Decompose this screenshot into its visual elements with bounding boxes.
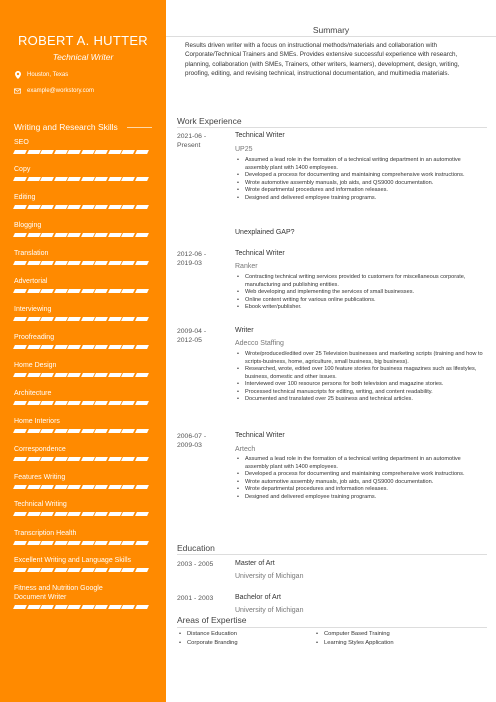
skill-label: Excellent Writing and Language Skills: [14, 557, 131, 564]
skill-level-segment: [81, 150, 94, 154]
skill-level-segment: [94, 317, 107, 321]
skill-level-segment: [121, 177, 134, 181]
skill-level-bar: [14, 177, 154, 181]
skill-level-segment: [135, 401, 148, 405]
job-bullets: [235, 157, 485, 202]
skill-level-segment: [94, 261, 107, 265]
job-date-end: 2019-03: [177, 260, 202, 267]
skill-level-bar: [14, 401, 154, 405]
skill-level-segment: [27, 261, 40, 265]
skill-level-segment: [67, 605, 80, 609]
job-bullet: • Online content writing for various online publications.: [235, 297, 485, 305]
location-pin-icon: [14, 71, 21, 78]
job-company: Artech: [235, 446, 256, 453]
skill-level-segment: [94, 150, 107, 154]
skill-level-segment: [67, 401, 80, 405]
job-title: Technical Writer: [235, 132, 285, 139]
skill-level-segment: [94, 568, 107, 572]
skill-level-segment: [121, 541, 134, 545]
skill-level-segment: [40, 205, 53, 209]
skill-level-segment: [54, 345, 67, 349]
skill-level-segment: [40, 401, 53, 405]
sidebar: [0, 0, 166, 702]
skill-label: Interviewing: [14, 306, 52, 313]
job-bullet: • Processed technical manuscripts for editing, writing, and content readability.: [235, 389, 485, 397]
skill-level-segment: [81, 568, 94, 572]
skill-level-segment: [13, 373, 26, 377]
skill-level-bar: [14, 317, 154, 321]
skill-level-segment: [121, 317, 134, 321]
expertise-heading: Areas of Expertise: [177, 615, 247, 625]
skill-level-segment: [108, 317, 121, 321]
skill-level-bar: [14, 429, 154, 433]
skill-level-segment: [121, 289, 134, 293]
job-date-start: 2009-04 -: [177, 328, 207, 335]
skill-level-segment: [94, 541, 107, 545]
skill-level-segment: [40, 317, 53, 321]
skill-level-segment: [67, 317, 80, 321]
skill-level-segment: [135, 568, 148, 572]
skill-item: [14, 417, 154, 433]
skill-label: Translation: [14, 250, 49, 257]
skill-level-segment: [27, 605, 40, 609]
skill-level-bar: [14, 373, 154, 377]
skill-level-segment: [54, 605, 67, 609]
skill-level-segment: [27, 373, 40, 377]
skill-label: Transcription Health: [14, 530, 77, 537]
skill-level-bar: [14, 457, 154, 461]
skill-level-segment: [13, 512, 26, 516]
skill-level-segment: [108, 541, 121, 545]
skill-level-segment: [54, 317, 67, 321]
skill-level-segment: [81, 373, 94, 377]
skill-level-segment: [108, 373, 121, 377]
skill-level-segment: [40, 233, 53, 237]
skill-level-segment: [13, 401, 26, 405]
skill-level-bar: [14, 345, 154, 349]
skill-level-segment: [54, 457, 67, 461]
skill-label: Blogging: [14, 222, 42, 229]
job-bullet: • Ebook writer/publisher.: [235, 304, 485, 312]
skill-level-bar: [14, 233, 154, 237]
skill-level-segment: [94, 205, 107, 209]
job-bullet: • Interviewed over 100 resource persons for both television and magazine stories.: [235, 381, 485, 389]
skill-level-segment: [27, 345, 40, 349]
skill-level-segment: [27, 429, 40, 433]
job-title: Writer: [235, 327, 254, 334]
skill-level-segment: [121, 373, 134, 377]
skill-level-bar: [14, 289, 154, 293]
skill-level-bar: [14, 150, 154, 154]
job-bullet: • Wrote/produced/edited over 25 Television businesses and marketing scripts (training and how to scripts-business, home, agriculture, small business, big business).: [235, 351, 485, 366]
expertise-item: • Corporate Branding: [177, 640, 238, 646]
skill-level-segment: [121, 485, 134, 489]
job-date: [177, 250, 233, 268]
skill-level-segment: [13, 429, 26, 433]
skill-level-segment: [81, 429, 94, 433]
job-bullets: [235, 456, 485, 501]
skill-level-segment: [13, 345, 26, 349]
skill-level-segment: [67, 568, 80, 572]
job-bullet: • Assumed a lead role in the formation of a technical writing department in an automotive assembly plant with 1400 employees.: [235, 157, 485, 172]
skill-item: [14, 138, 154, 154]
skill-level-segment: [81, 485, 94, 489]
skill-level-segment: [13, 205, 26, 209]
location-row: [14, 71, 68, 78]
skill-level-segment: [121, 401, 134, 405]
skill-level-segment: [135, 233, 148, 237]
education-school: University of Michigan: [235, 573, 304, 580]
skill-level-segment: [121, 150, 134, 154]
skill-level-segment: [54, 568, 67, 572]
skill-level-segment: [40, 429, 53, 433]
education-rule: [177, 554, 487, 555]
education-school: University of Michigan: [235, 607, 304, 614]
skill-level-segment: [135, 485, 148, 489]
skill-level-segment: [108, 233, 121, 237]
skill-level-segment: [135, 605, 148, 609]
job-bullet: • Wrote automotive assembly manuals, job aids, and QS9000 documentation.: [235, 479, 485, 487]
skill-level-segment: [121, 568, 134, 572]
skill-item: [14, 473, 154, 489]
skill-level-segment: [135, 317, 148, 321]
skill-level-segment: [121, 605, 134, 609]
skill-level-bar: [14, 568, 154, 572]
skill-level-segment: [27, 541, 40, 545]
skill-level-segment: [13, 289, 26, 293]
skill-item: [14, 277, 154, 293]
skill-level-segment: [81, 401, 94, 405]
skill-level-bar: [14, 541, 154, 545]
location-text: Houston, Texas: [27, 71, 69, 78]
job-date: [177, 432, 233, 450]
skill-item: [14, 165, 154, 181]
skill-level-segment: [94, 289, 107, 293]
skill-level-segment: [54, 289, 67, 293]
email-row: [14, 87, 94, 94]
job-bullet: • Assumed a lead role in the formation of a technical writing department in an automotive assembly plant with 1400 employees.: [235, 456, 485, 471]
skill-level-segment: [54, 541, 67, 545]
skill-label: Home Design: [14, 362, 57, 369]
skill-label: Fitness and Nutrition Google Document Writer: [14, 585, 103, 601]
job-date-start: 2006-07 -: [177, 433, 207, 440]
skill-level-segment: [13, 233, 26, 237]
skill-level-segment: [81, 177, 94, 181]
skill-label: Technical Writing: [14, 501, 67, 508]
skill-level-segment: [40, 541, 53, 545]
job-date-end: Present: [177, 142, 201, 149]
skill-level-segment: [94, 401, 107, 405]
skills-heading: Writing and Research Skills: [14, 122, 118, 132]
skill-item: [14, 445, 154, 461]
job-bullet: • Wrote automotive assembly manuals, job aids, and QS9000 documentation.: [235, 180, 485, 188]
skill-level-segment: [135, 457, 148, 461]
skill-level-segment: [40, 485, 53, 489]
skill-level-segment: [54, 512, 67, 516]
skill-level-segment: [108, 605, 121, 609]
job-date-start: 2012-06 -: [177, 251, 207, 258]
skill-level-segment: [135, 261, 148, 265]
skill-item: [14, 500, 154, 516]
summary-text: Results driven writer with a focus on instructional methods/materials and collaboration with Corporate/Technical Trainers and SMEs. Provides extensive successful experience with research, planning, collaboration (with SMEs, Trainers, other writers, learners), development, design, writing, proofing, editing, and revising technical, instructional documentation, and multimedia materials.: [185, 42, 460, 77]
skill-level-segment: [13, 485, 26, 489]
skill-level-segment: [108, 261, 121, 265]
skill-level-segment: [94, 512, 107, 516]
skill-item: [14, 305, 154, 321]
skill-level-segment: [67, 345, 80, 349]
skill-level-segment: [40, 605, 53, 609]
skill-label: Architecture: [14, 390, 52, 397]
job-bullet: • Contracting technical writing services provided to customers for miscellaneous corporate, manufacturing and publishing entities.: [235, 274, 485, 289]
job-bullet: • Developed a process for documenting and maintaining comprehensive work instructions.: [235, 471, 485, 479]
skill-item: [14, 556, 154, 572]
skill-label: Editing: [14, 194, 36, 201]
job-company: Adecco Staffing: [235, 340, 284, 347]
skill-item: [14, 193, 154, 209]
expertise-item: • Distance Education: [177, 631, 237, 637]
skill-level-segment: [135, 512, 148, 516]
skill-level-segment: [108, 429, 121, 433]
skill-level-segment: [81, 205, 94, 209]
skill-level-segment: [27, 401, 40, 405]
job-date-end: 2009-03: [177, 442, 202, 449]
skill-level-segment: [67, 373, 80, 377]
job-bullet: • Designed and delivered employee training programs.: [235, 494, 485, 502]
skill-level-segment: [40, 261, 53, 265]
skill-level-segment: [54, 261, 67, 265]
skill-level-bar: [14, 512, 154, 516]
skill-level-segment: [81, 457, 94, 461]
skill-level-segment: [121, 429, 134, 433]
skill-level-segment: [135, 205, 148, 209]
skill-level-bar: [14, 605, 154, 609]
education-heading: Education: [177, 543, 215, 553]
skill-level-segment: [108, 289, 121, 293]
job-date: [177, 132, 233, 150]
job-date-start: 2021-06 -: [177, 133, 207, 140]
skill-level-segment: [54, 205, 67, 209]
skill-item: [14, 361, 154, 377]
skill-level-segment: [27, 289, 40, 293]
skill-level-bar: [14, 261, 154, 265]
skill-level-segment: [27, 457, 40, 461]
skill-level-segment: [108, 485, 121, 489]
skill-level-segment: [94, 345, 107, 349]
job-bullet: • Web developing and implementing the services of small businesses.: [235, 289, 485, 297]
skill-level-segment: [121, 261, 134, 265]
skill-label: Features Writing: [14, 474, 66, 481]
skill-level-segment: [81, 605, 94, 609]
education-date: 2001 - 2003: [177, 595, 214, 602]
skill-level-segment: [67, 205, 80, 209]
skill-level-segment: [81, 512, 94, 516]
main-content: [166, 0, 496, 702]
job-bullet: • Wrote departmental procedures and information releases.: [235, 486, 485, 494]
skill-level-segment: [54, 401, 67, 405]
skill-level-segment: [94, 605, 107, 609]
skill-level-segment: [108, 345, 121, 349]
gap-note: Unexplained GAP?: [235, 229, 295, 236]
skill-level-segment: [54, 177, 67, 181]
summary-heading: Summary: [312, 25, 350, 35]
skill-item: [14, 333, 154, 349]
skill-level-segment: [108, 457, 121, 461]
skill-level-segment: [81, 233, 94, 237]
skill-level-segment: [135, 150, 148, 154]
skill-level-segment: [135, 289, 148, 293]
skill-label: SEO: [14, 139, 29, 146]
skill-level-segment: [27, 233, 40, 237]
skill-level-segment: [40, 568, 53, 572]
skill-level-segment: [13, 177, 26, 181]
skill-level-segment: [108, 568, 121, 572]
skill-item: [14, 389, 154, 405]
skill-level-segment: [121, 233, 134, 237]
skill-level-bar: [14, 485, 154, 489]
job-bullets: [235, 274, 485, 312]
skill-level-segment: [13, 568, 26, 572]
skill-level-segment: [54, 429, 67, 433]
job-date: [177, 327, 233, 345]
skill-level-segment: [13, 541, 26, 545]
skill-level-segment: [67, 541, 80, 545]
skill-level-segment: [27, 568, 40, 572]
skill-level-segment: [40, 373, 53, 377]
expertise-item: • Learning Styles Application: [314, 640, 394, 646]
candidate-name: ROBERT A. HUTTER: [17, 33, 148, 48]
skill-level-segment: [13, 261, 26, 265]
expertise-rule: [177, 627, 487, 628]
education-degree: Master of Art: [235, 560, 275, 567]
skill-level-segment: [54, 373, 67, 377]
skill-level-segment: [67, 289, 80, 293]
work-experience-heading: Work Experience: [177, 116, 242, 126]
skill-level-segment: [94, 233, 107, 237]
skill-item: [14, 529, 154, 545]
skill-label: Home Interiors: [14, 418, 60, 425]
job-company: UP25: [235, 146, 253, 153]
skill-level-segment: [121, 345, 134, 349]
skill-item: [14, 221, 154, 237]
skill-level-segment: [67, 233, 80, 237]
job-bullet: • Wrote departmental procedures and information releases.: [235, 187, 485, 195]
job-bullet: • Documented and translated over 25 business and technical articles.: [235, 396, 485, 404]
skill-level-segment: [67, 177, 80, 181]
job-bullets: [235, 351, 485, 404]
skill-level-segment: [108, 205, 121, 209]
skill-level-segment: [54, 233, 67, 237]
skill-level-segment: [67, 485, 80, 489]
skill-level-segment: [135, 345, 148, 349]
skill-level-segment: [135, 373, 148, 377]
skill-level-segment: [67, 150, 80, 154]
skill-level-segment: [135, 177, 148, 181]
skill-level-segment: [121, 512, 134, 516]
summary-rule: [166, 36, 496, 37]
skills-heading-rule: [127, 127, 152, 128]
skill-level-segment: [121, 205, 134, 209]
skill-level-segment: [67, 429, 80, 433]
skill-level-segment: [67, 512, 80, 516]
skill-level-segment: [67, 261, 80, 265]
job-bullet: • Researched, wrote, edited over 100 feature stories for business magazines such as lifestyles, business, domestic and other issues.: [235, 366, 485, 381]
skill-level-segment: [121, 457, 134, 461]
email-link[interactable]: example@workstory.com: [27, 87, 94, 94]
skill-level-segment: [54, 150, 67, 154]
skill-level-segment: [135, 429, 148, 433]
skill-level-segment: [135, 541, 148, 545]
envelope-icon: [14, 87, 21, 94]
skill-level-segment: [27, 512, 40, 516]
skill-level-segment: [27, 205, 40, 209]
skill-label: Advertorial: [14, 278, 48, 285]
skill-level-segment: [40, 345, 53, 349]
job-date-end: 2012-05: [177, 337, 202, 344]
expertise-item: • Computer Based Training: [314, 631, 390, 637]
skill-level-segment: [27, 150, 40, 154]
skill-level-segment: [27, 485, 40, 489]
work-experience-rule: [177, 127, 487, 128]
skill-level-segment: [54, 485, 67, 489]
skill-level-bar: [14, 205, 154, 209]
skill-level-segment: [81, 317, 94, 321]
education-date: 2003 - 2005: [177, 561, 214, 568]
skill-level-segment: [108, 177, 121, 181]
skill-level-segment: [94, 457, 107, 461]
skill-level-segment: [94, 485, 107, 489]
skill-item: [14, 584, 154, 609]
skill-level-segment: [108, 150, 121, 154]
skill-level-segment: [40, 512, 53, 516]
skill-level-segment: [13, 605, 26, 609]
skill-level-segment: [40, 289, 53, 293]
skill-level-segment: [81, 345, 94, 349]
skill-level-segment: [81, 289, 94, 293]
skill-label: Copy: [14, 166, 31, 173]
skill-label: Correspondence: [14, 446, 66, 453]
skill-level-segment: [108, 401, 121, 405]
skill-level-segment: [13, 317, 26, 321]
job-company: Ranker: [235, 263, 258, 270]
skill-level-segment: [94, 373, 107, 377]
skill-level-segment: [40, 457, 53, 461]
skill-level-segment: [94, 177, 107, 181]
skill-item: [14, 249, 154, 265]
skill-level-segment: [81, 541, 94, 545]
skill-label: Proofreading: [14, 334, 55, 341]
job-bullet: • Designed and delivered employee training programs.: [235, 195, 485, 203]
skill-level-segment: [94, 429, 107, 433]
candidate-title: Technical Writer: [52, 52, 114, 62]
skill-level-segment: [13, 457, 26, 461]
job-bullet: • Developed a process for documenting and maintaining comprehensive work instructions.: [235, 172, 485, 180]
skill-level-segment: [27, 177, 40, 181]
education-degree: Bachelor of Art: [235, 594, 281, 601]
skill-level-segment: [40, 177, 53, 181]
skill-level-segment: [40, 150, 53, 154]
job-title: Technical Writer: [235, 250, 285, 257]
skill-level-segment: [13, 150, 26, 154]
skill-level-segment: [108, 512, 121, 516]
skill-level-segment: [67, 457, 80, 461]
skill-level-segment: [81, 261, 94, 265]
skill-level-segment: [27, 317, 40, 321]
job-title: Technical Writer: [235, 432, 285, 439]
